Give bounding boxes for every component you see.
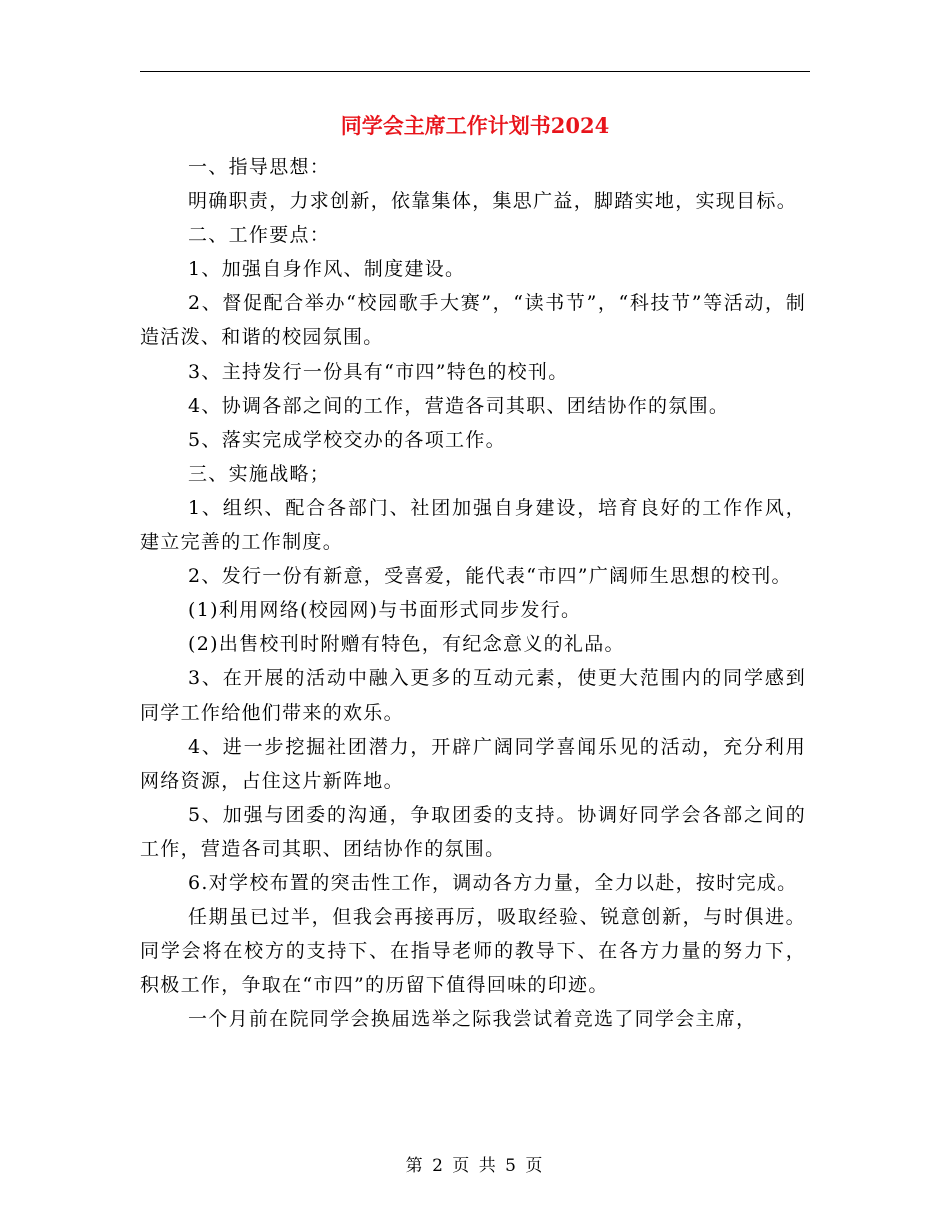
body-paragraph: 2、督促配合举办“校园歌手大赛”，“读书节”，“科技节”等活动，制造活泼、和谐的校园氛围。 — [140, 292, 806, 349]
body-paragraph: 3、主持发行一份具有“市四”特色的校刊。 — [188, 360, 569, 383]
body-paragraph: 1、加强自身作风、制度建设。 — [188, 258, 466, 281]
page-number-footer: 第 2 页 共 5 页 — [405, 1156, 545, 1176]
body-paragraph: 一个月前在院同学会换届选举之际我尝试着竞选了同学会主席， — [188, 1008, 757, 1031]
body-paragraph: 2、发行一份有新意，受喜爱，能代表“市四”广阔师生思想的校刊。 — [188, 565, 792, 588]
body-paragraph: 一、指导思想： — [188, 156, 331, 178]
body-paragraph: (1)利用网络(校园网)与书面形式同步发行。 — [188, 599, 582, 622]
body-paragraph: 5、落实完成学校交办的各项工作。 — [188, 428, 506, 451]
document-body — [140, 150, 806, 1036]
body-paragraph: 5、加强与团委的沟通，争取团委的支持。协调好同学会各部之间的工作，营造各司其职、团结协作的氛围。 — [140, 803, 806, 860]
document-title: 同学会主席工作计划书2024 — [340, 113, 610, 138]
body-paragraph: 三、实施战略； — [188, 462, 331, 485]
body-paragraph: 4、协调各部之间的工作，营造各司其职、团结协作的氛围。 — [188, 394, 730, 417]
body-paragraph: 6.对学校布置的突击性工作，调动各方力量，全力以赴，按时完成。 — [188, 871, 798, 894]
body-paragraph: 二、工作要点： — [188, 224, 331, 247]
body-paragraph: 1、组织、配合各部门、社团加强自身建设，培育良好的工作作风，建立完善的工作制度。 — [140, 496, 806, 554]
header-rule — [140, 71, 810, 72]
body-paragraph: 4、进一步挖掘社团潜力，开辟广阔同学喜闻乐见的活动，充分利用网络资源，占住这片新阵地。 — [140, 735, 806, 792]
body-paragraph: 任期虽已过半，但我会再接再厉，吸取经验、锐意创新，与时俱进。同学会将在校方的支持下、在指导老师的教导下、在各方力量的努力下，积极工作，争取在“市四”的历留下值得回味的印迹。 — [140, 906, 806, 997]
body-paragraph: (2)出售校刊时附赠有特色，有纪念意义的礼品。 — [188, 633, 625, 656]
body-paragraph: 明确职责，力求创新，依靠集体，集思广益，脚踏实地，实现目标。 — [188, 190, 798, 213]
body-paragraph: 3、在开展的活动中融入更多的互动元素，使更大范围内的同学感到同学工作给他们带来的欢乐。 — [140, 667, 806, 724]
